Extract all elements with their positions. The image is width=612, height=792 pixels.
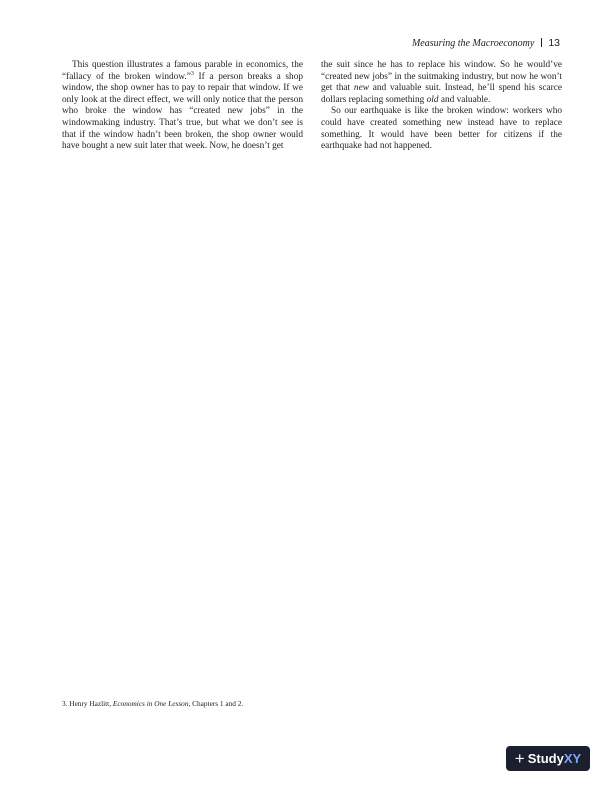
footnote: 3. Henry Hazlitt, Economics in One Lesson, Chapters 1 and 2. [62,699,244,708]
left-column [62,60,303,153]
paragraph-continued: the suit since he has to replace his window. So he would’ve “created new jobs” in the suitmaking industry, but now he won’t get that new and valuable suit. Instead, he’ll spend his scarce dollars replacing something old and valuable. [321,60,562,105]
badge-text-xy: XY [563,751,582,766]
right-column [321,60,562,153]
header-divider [541,38,542,47]
paragraph-earthquake: So our earthquake is like the broken window: workers who could have created something new instead have to replace something. It would have been better for citizens if the earthquake had not happened. [321,106,562,152]
plus-icon: + [514,749,525,768]
running-head [412,37,560,50]
studyxy-badge[interactable] [506,746,590,771]
page-number: 13 [548,37,560,49]
paragraph-broken-window: This question illustrates a famous parable in economics, the “fallacy of the broken window.”$^3$ If a person breaks a shop window, the shop owner has to pay to repair that window. If we only look at the direct effect, we will only notice that the person who broke the window has “created new jobs” in the windowmaking industry. That’s true, but what we don’t see is that if the window hadn’t been broken, the shop owner would have bought a new suit later that week. Now, he doesn’t get [62,60,303,152]
footnote-ref: 3 [190,70,194,77]
badge-text-study: Study [527,751,564,766]
footnote-book-title: Economics in One Lesson [112,699,189,708]
chapter-title: Measuring the Macroeconomy [411,38,535,49]
